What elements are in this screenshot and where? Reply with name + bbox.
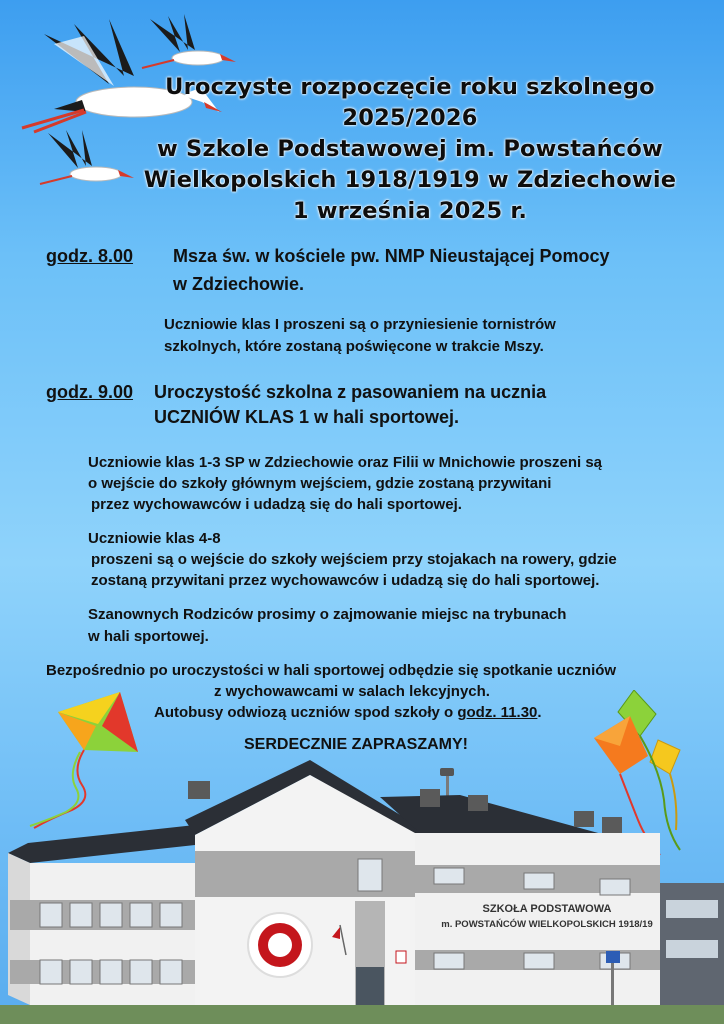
closing-bus-text [154,704,542,721]
invitation-text: SERDECZNIE ZAPRASZAMY! [244,736,469,753]
title-line: 1 września 2025 r. [292,198,528,224]
title-line: Wielkopolskich 1918/1919 w Zdziechowie [143,167,677,193]
para1-text: przez wychowawców i udadzą się do hali sportowej. [91,496,462,513]
closing-text: z wychowawcami w salach lekcyjnych. [214,683,490,700]
building-sign [434,902,660,932]
para2-text: zostaną przywitani przez wychowawców i udadzą się do hali sportowej. [91,572,600,589]
event1-description: Msza św. w kościele pw. NMP Nieustającej Pomocy [173,246,610,266]
closing-text: Bezpośrednio po uroczystości w hali sportowej odbędzie się spotkanie uczniów [46,662,617,679]
building-sign-line: m. POWSTAŃCÓW WIELKOPOLSKICH 1918/19 [441,919,653,930]
page-title [100,72,720,227]
building-sign-line: SZKOŁA PODSTAWOWA [482,903,612,915]
closing-bus-prefix: Autobusy odwiozą uczniów spod szkoły o [154,704,458,721]
para3-text: Szanownych Rodziców prosimy o zajmowanie miejsc na trybunach [88,606,567,623]
stork-small-icon [140,14,240,74]
title-line: 2025/2026 [342,105,478,131]
note1-text: szkolnych, które zostaną poświęcone w trakcie Mszy. [164,338,544,355]
closing-bus-suffix: . [537,704,542,721]
event2-time: godz. 9.00 [46,382,134,402]
event2-description: UCZNIÓW KLAS 1 w hali sportowej. [154,407,460,427]
para1-text: Uczniowie klas 1-3 SP w Zdziechowie oraz Filii w Mnichowie proszeni są [88,454,603,471]
event2-description: Uroczystość szkolna z pasowaniem na ucznia [154,382,547,402]
event1-description: w Zdziechowie. [173,274,305,294]
para2-heading: Uczniowie klas 4-8 [88,530,221,547]
event1-time: godz. 8.00 [46,246,134,266]
closing-bus-time: godz. 11.30 [457,704,538,721]
para1-text: o wejście do szkoły głównym wejściem, gdzie zostaną przywitani [88,475,552,492]
title-line: w Szkole Podstawowej im. Powstańców [157,136,663,162]
title-line: Uroczyste rozpoczęcie roku szkolnego [165,74,655,100]
note1-text: Uczniowie klas I proszeni są o przyniesienie tornistrów [164,316,556,333]
para3-text: w hali sportowej. [88,628,209,645]
school-building [0,755,724,1024]
para2-text: proszeni są o wejście do szkoły wejściem przy stojakach na rowery, gdzie [91,551,617,568]
